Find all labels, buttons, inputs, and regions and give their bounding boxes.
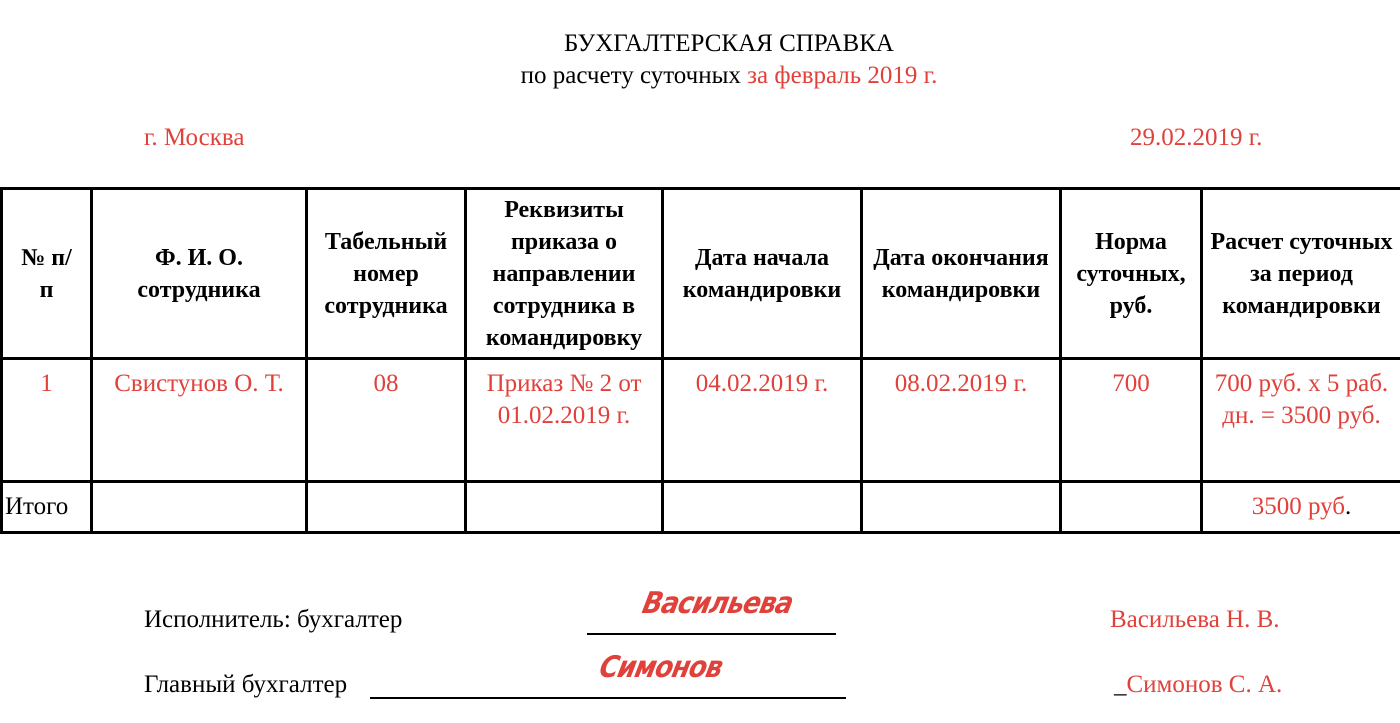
executor-name: Васильева Н. В. [1110, 606, 1280, 633]
subtitle-prefix: по расчету суточных [520, 62, 741, 89]
chief-signature-line [370, 697, 846, 699]
table-row [2, 359, 1400, 482]
header-calc: Расчет суточных за период командировки [1202, 189, 1400, 359]
total-empty-3 [466, 482, 663, 533]
cell-end: 08.02.2019 г. [862, 359, 1061, 482]
total-empty-2 [307, 482, 466, 533]
allowance-table [0, 187, 1400, 534]
chief-signature: Симонов [596, 650, 726, 686]
subtitle-period: за февраль 2019 г. [747, 62, 938, 89]
header-num: № п/п [2, 189, 92, 359]
document-title: БУХГАЛТЕРСКАЯ СПРАВКА [564, 30, 894, 57]
header-start: Дата начала командировки [663, 189, 862, 359]
executor-label: Исполнитель: бухгалтер [144, 606, 403, 633]
total-empty-1 [92, 482, 307, 533]
chief-name-prefix: _ [1114, 671, 1127, 698]
executor-signature: Васильева [639, 586, 796, 622]
header-order: Реквизиты приказа о направлении сотрудника в командировку [466, 189, 663, 359]
header-tab: Табельный номер сотрудника [307, 189, 466, 359]
cell-fio: Свистунов О. Т. [92, 359, 307, 482]
total-label: Итого [2, 482, 92, 533]
document-subtitle [0, 62, 1400, 90]
document-date: 29.02.2019 г. [1130, 124, 1263, 151]
cell-num: 1 [2, 359, 92, 482]
cell-tab: 08 [307, 359, 466, 482]
table-total-row [2, 482, 1400, 533]
document-city: г. Москва [144, 124, 245, 151]
total-empty-6 [1061, 482, 1202, 533]
chief-name-wrapper [1114, 671, 1282, 699]
header-end: Дата окончания командировки [862, 189, 1061, 359]
cell-calc: 700 руб. х 5 раб. дн. = 3500 руб. [1202, 359, 1400, 482]
total-dot: . [1345, 493, 1352, 520]
total-value: 3500 руб [1251, 493, 1346, 520]
chief-label: Главный бухгалтер [144, 671, 348, 698]
total-value-cell [1202, 482, 1400, 533]
chief-name: Симонов С. А. [1126, 671, 1283, 698]
cell-order: Приказ № 2 от 01.02.2019 г. [466, 359, 663, 482]
cell-rate: 700 [1061, 359, 1202, 482]
header-rate: Норма суточных, руб. [1061, 189, 1202, 359]
total-empty-5 [862, 482, 1061, 533]
header-fio: Ф. И. О. сотрудника [92, 189, 307, 359]
table-header-row [2, 189, 1400, 359]
cell-start: 04.02.2019 г. [663, 359, 862, 482]
total-empty-4 [663, 482, 862, 533]
executor-signature-line [587, 633, 836, 635]
